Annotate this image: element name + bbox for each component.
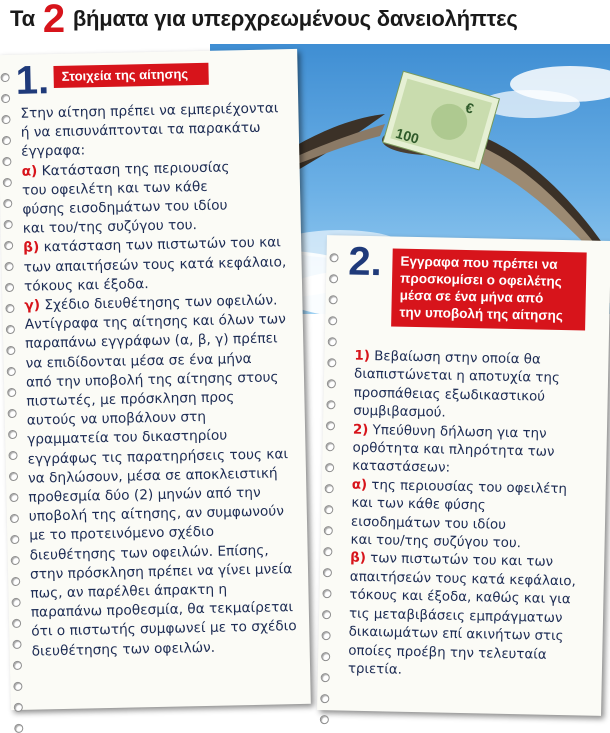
line-text: αυτούς να υποβάλουν στη [26, 409, 207, 429]
hole [329, 253, 338, 262]
section2-note [317, 235, 610, 716]
section2-body [348, 348, 601, 684]
line-text: παραπάνω εγγράφων (α, β, γ) πρέπει [25, 330, 278, 353]
hole [4, 220, 13, 229]
line-text: απαιτήσεών τους κατά κεφάλαιο, [349, 569, 576, 590]
item-marker: 2) [352, 422, 369, 438]
hole [5, 304, 14, 313]
hole [8, 409, 17, 418]
line-text: τόκους και έξοδα. [23, 275, 149, 295]
line-text: διευθέτησης των οφειλών. [31, 639, 216, 660]
hole [5, 262, 14, 271]
bird-right-wing-light [465, 142, 595, 244]
banknote [383, 71, 500, 170]
section2-label-line: προσκομίσει ο οφειλέτης [399, 270, 562, 290]
line-text: πως, αν παρέλθει άπρακτη η [30, 581, 228, 602]
hole [10, 535, 19, 544]
line-text: διαπιστώνεται η αποτυχία της [353, 367, 560, 387]
line-text: Στην αίτηση πρέπει να εμπεριέχονται [20, 100, 279, 122]
banknote-currency: € [463, 99, 476, 117]
line-text: κατάσταση των πιστωτών του και [43, 234, 282, 256]
section2-label-line: την υποβολή της αίτησης [399, 304, 563, 324]
hole [325, 484, 334, 493]
hole [322, 610, 331, 619]
line-text: υποβολή της αίτησης, αν συμφωνούν [28, 503, 285, 525]
hole [7, 388, 16, 397]
hole [5, 283, 14, 292]
hole [12, 619, 21, 628]
hole [12, 640, 21, 649]
hole [14, 724, 23, 733]
hole [8, 451, 17, 460]
line-text: εγγράφως τις παρατηρήσεις τους και [27, 445, 289, 468]
item-marker: γ) [24, 297, 41, 314]
hole [321, 652, 330, 661]
hole [320, 715, 329, 724]
hole [324, 526, 333, 535]
line-text: με το προτεινόμενο σχέδιο [29, 524, 215, 545]
line-text: Κατάσταση της περιουσίας [41, 158, 230, 179]
hole [1, 94, 10, 103]
line-text: καταστάσεων: [352, 459, 451, 477]
hole [326, 421, 335, 430]
line-text: φύσης εισοδημάτων του ιδίου [22, 197, 228, 218]
hole [320, 694, 329, 703]
line-text: του οφειλέτη και των κάθε [21, 178, 208, 199]
line-text: ή να επισυνάπτονται τα παρακάτω [20, 119, 261, 141]
hole [323, 568, 332, 577]
line-text: να επιδίδονται μέσα σε ένα μήνα [25, 350, 252, 372]
section1-body [20, 99, 310, 662]
item-marker: β) [350, 551, 367, 567]
item-marker: β) [23, 239, 40, 257]
hole [12, 598, 21, 607]
title-number: 2 [42, 0, 65, 41]
section1-number: 1. [15, 58, 50, 103]
hole [1, 115, 10, 124]
hole [323, 547, 332, 556]
line-text: στην πρόσκληση πρέπει να γίνει μνεία [29, 561, 293, 583]
hole [325, 463, 334, 472]
line-text: πιστωτές, με πρόσκληση προς [26, 389, 235, 410]
hole [325, 442, 334, 451]
spiral-holes [320, 253, 341, 700]
line-text: και του/της συζύγου του. [22, 217, 198, 237]
hole [328, 337, 337, 346]
section2-number: 2. [347, 239, 383, 285]
title-text: βήματα για υπερχρεωμένους δανειολήπτες [72, 6, 518, 31]
line-text: ότι ο πιστωτής συμφωνεί με το σχέδιο [31, 618, 297, 641]
hole [13, 661, 22, 670]
item-marker: 1) [354, 348, 371, 365]
hole [322, 589, 331, 598]
hole [4, 241, 13, 250]
hole [3, 178, 12, 187]
line-text: προθεσμία δύο (2) μηνών από την [28, 484, 261, 506]
line-text: προσπάθειας εξωδικαστικού [353, 385, 546, 405]
hole [14, 703, 23, 712]
item-marker: α) [351, 477, 368, 493]
section2-label-line: μέσα σε ένα μήνα από [399, 287, 544, 306]
hole [6, 325, 15, 334]
line-text: της περιουσίας του οφειλέτη [371, 477, 568, 498]
section1-note [0, 49, 311, 710]
hole [13, 682, 22, 691]
hole [9, 493, 18, 502]
line-text: ορθότητα και πληρότητα των [352, 440, 555, 460]
line-text: οποίες προέβη την τελευταία [348, 643, 547, 663]
page-title [10, 0, 518, 41]
line-text: Αντίγραφα της αίτησης και όλων των [24, 311, 287, 333]
hole [7, 367, 16, 376]
hole [322, 631, 331, 640]
hole [2, 157, 11, 166]
text-line [348, 661, 594, 685]
banknote-value: 100 [393, 124, 421, 147]
line-text: εισοδημάτων του ιδίου [350, 514, 507, 533]
line-text: τριετία. [347, 661, 403, 678]
hole [1, 73, 10, 82]
line-text: να δηλώσουν, μέσα σε αποκλειστική [27, 465, 278, 487]
section2-label-line: Εγγραφα που πρέπει να [400, 253, 558, 272]
hole [9, 472, 18, 481]
hole [324, 505, 333, 514]
hole [11, 556, 20, 565]
hole [2, 136, 11, 145]
line-text: και του/της συζύγου του. [350, 532, 522, 552]
line-text: Σχέδιο διευθέτησης των οφειλών. [44, 292, 278, 314]
hole [10, 514, 19, 523]
hole [328, 316, 337, 325]
line-text: διευθέτησης των οφειλών. Επίσης, [29, 542, 269, 564]
line-text: Υπεύθυνη δήλωση για την [372, 422, 547, 442]
line-text: από την υποβολή της αίτησης στους [25, 369, 279, 391]
line-text: Βεβαίωση στην οποία θα [374, 349, 541, 368]
hole [327, 358, 336, 367]
section1-label: Στοιχεία της αίτησης [53, 63, 208, 88]
line-text: των απαιτήσεών τους κατά κεφάλαιο, [23, 253, 287, 276]
line-text: δικαιωμάτων επί ακινήτων στις [348, 624, 564, 645]
line-text: γραμματεία του δικαστηρίου [27, 427, 228, 449]
title-prefix: Τα [10, 6, 35, 31]
hole [327, 379, 336, 388]
line-text: και των κάθε φύσης [351, 495, 486, 514]
line-text: τις μεταβιβάσεις εμπράγματων [348, 606, 563, 626]
item-marker: α) [21, 163, 38, 180]
hole [329, 274, 338, 283]
section2-label [391, 248, 587, 330]
hole [8, 430, 17, 439]
hole [11, 577, 20, 586]
line-text: έγγραφα: [21, 142, 86, 161]
line-text: παραπάνω προθεσμία, θα τεκμαίρεται [30, 599, 294, 621]
hole [3, 199, 12, 208]
line-text: συμβιβασμού. [353, 403, 446, 421]
hole [329, 295, 338, 304]
hole [6, 346, 15, 355]
line-text: των πιστωτών του και των [370, 551, 554, 571]
hole [321, 673, 330, 682]
line-text: τόκους και έξοδα, καθώς και για [349, 587, 571, 608]
hole [326, 400, 335, 409]
